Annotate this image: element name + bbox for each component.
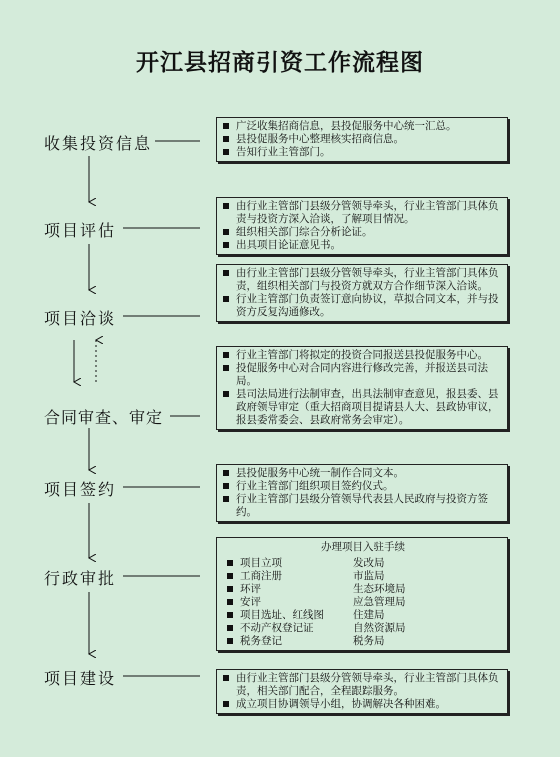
list-item: 县投促服务中心统一制作合同文本。: [221, 467, 501, 480]
list-item: 县司法局进行法制审查，出具法制审查意见，报县委、县政府领导审定（重大招商项目提请县人大、县政协审议，报县委常委会、县政府常务会审定）。: [221, 388, 501, 427]
step-label-contract-review: 合同审查、审定: [44, 408, 164, 427]
square-bullet-icon: [223, 352, 229, 358]
step-box-project-negotiation: [216, 264, 508, 322]
square-bullet-icon: [223, 483, 229, 489]
list-item: 行业主管部门组织项目签约仪式。: [221, 480, 501, 493]
procedures-title: 办理项目入驻手续: [321, 541, 405, 553]
table-row: 安评 应急管理局: [225, 596, 501, 609]
step-box-project-signing: [216, 464, 508, 522]
table-row: 税务登记 税务局: [225, 635, 501, 648]
list-item: 行业主管部门负责签订意向协议，草拟合同文本，并与投资方反复沟通修改。: [221, 293, 501, 319]
step-label-project-negotiation: 项目洽谈: [44, 309, 117, 328]
connector-step-4: [170, 415, 200, 419]
list-item: 广泛收集招商信息，县投促服务中心统一汇总。: [221, 120, 501, 133]
step-box-administrative-approval: [216, 537, 508, 651]
list-item: 由行业主管部门县级分管领导牵头，行业主管部门具体负责，组织相关部门与投资方就双方合作细节深入洽谈。: [221, 267, 501, 293]
list-item: 由行业主管部门县级分管领导牵头，行业主管部门具体负责与投资方深入洽谈，了解项目情况。: [221, 200, 501, 226]
square-bullet-icon: [223, 296, 229, 302]
square-bullet-icon: [223, 675, 229, 681]
table-row: 项目选址、红线图 住建局: [225, 609, 501, 622]
square-bullet-icon: [223, 270, 229, 276]
step-label-project-signing: 项目签约: [44, 480, 117, 499]
step-label-administrative-approval: 行政审批: [44, 569, 117, 588]
square-bullet-icon: [227, 625, 233, 631]
table-row: 不动产权登记证 自然资源局: [225, 622, 501, 635]
step-label-collect-info: 收集投资信息: [44, 134, 153, 153]
square-bullet-icon: [223, 229, 229, 235]
square-bullet-icon: [227, 586, 233, 592]
square-bullet-icon: [223, 149, 229, 155]
list-item: 成立项目协调领导小组，协调解决各种困难。: [221, 698, 501, 711]
table-row: 项目立项 发改局: [225, 557, 501, 570]
step-box-project-construction: [216, 669, 508, 714]
step-label-project-construction: 项目建设: [44, 669, 117, 688]
step-box-contract-review: [216, 346, 508, 430]
square-bullet-icon: [223, 136, 229, 142]
list-item: 县投促服务中心整理核实招商信息。: [221, 133, 501, 146]
square-bullet-icon: [223, 391, 229, 397]
square-bullet-icon: [223, 242, 229, 248]
square-bullet-icon: [223, 701, 229, 707]
table-row: 环评 生态环境局: [225, 583, 501, 596]
square-bullet-icon: [223, 123, 229, 129]
step-box-project-evaluation: [216, 197, 508, 255]
square-bullet-icon: [227, 612, 233, 618]
square-bullet-icon: [223, 470, 229, 476]
square-bullet-icon: [227, 573, 233, 579]
square-bullet-icon: [227, 560, 233, 566]
page-title: 开江县招商引资工作流程图: [136, 49, 424, 76]
table-row: 工商注册 市监局: [225, 570, 501, 583]
list-item: 由行业主管部门县级分管领导牵头，行业主管部门具体负责，相关部门配合，全程跟踪服务。: [221, 672, 501, 698]
step-box-collect-info: [216, 117, 508, 162]
list-item: 告知行业主管部门。: [221, 146, 501, 159]
list-item: 出具项目论证意见书。: [221, 239, 501, 252]
square-bullet-icon: [223, 365, 229, 371]
step-label-project-evaluation: 项目评估: [44, 221, 117, 240]
list-item: 行业主管部门县级分管领导代表县人民政府与投资方签约。: [221, 493, 501, 519]
list-item: 行业主管部门将拟定的投资合同报送县投促服务中心。: [221, 349, 501, 362]
square-bullet-icon: [223, 203, 229, 209]
list-item: 组织相关部门综合分析论证。: [221, 226, 501, 239]
list-item: 投促服务中心对合同内容进行修改完善，并报送县司法局。: [221, 362, 501, 388]
square-bullet-icon: [227, 599, 233, 605]
square-bullet-icon: [227, 638, 233, 644]
square-bullet-icon: [223, 496, 229, 502]
